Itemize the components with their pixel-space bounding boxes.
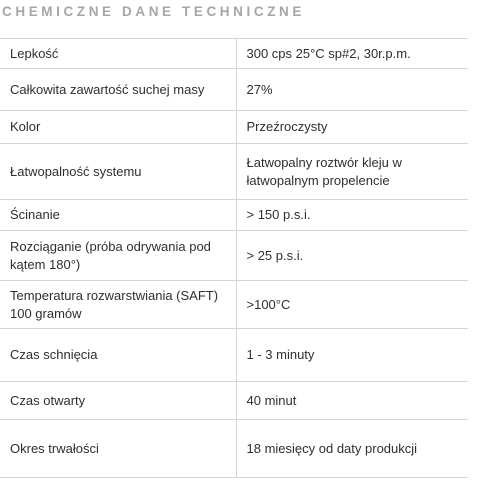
table-row — [0, 281, 468, 329]
row-value: >100°C — [236, 281, 468, 329]
row-value: > 25 p.s.i. — [236, 231, 468, 281]
row-label: Kolor — [0, 111, 236, 144]
row-value: 40 minut — [236, 382, 468, 420]
table-row — [0, 111, 468, 144]
section-title: CHEMICZNE DANE TECHNICZNE — [2, 4, 306, 19]
row-value: > 150 p.s.i. — [236, 200, 468, 231]
row-label: Łatwopalność systemu — [0, 144, 236, 200]
row-label: Lepkość — [0, 39, 236, 69]
table-row — [0, 231, 468, 281]
row-value: 18 miesięcy od daty produkcji — [236, 420, 468, 478]
technical-data-table — [0, 38, 468, 478]
row-label: Rozciąganie (próba odrywania pod kątem 180°) — [0, 231, 236, 281]
row-label: Ścinanie — [0, 200, 236, 231]
row-label: Temperatura rozwarstwiania (SAFT) 100 gramów — [0, 281, 236, 329]
row-label: Czas schnięcia — [0, 329, 236, 382]
row-value: Przeźroczysty — [236, 111, 468, 144]
table-row — [0, 144, 468, 200]
row-value: Łatwopalny roztwór kleju w łatwopalnym propelencie — [236, 144, 468, 200]
row-label: Całkowita zawartość suchej masy — [0, 69, 236, 111]
table-row — [0, 200, 468, 231]
row-label: Czas otwarty — [0, 382, 236, 420]
row-value: 300 cps 25°C sp#2, 30r.p.m. — [236, 39, 468, 69]
table-row — [0, 329, 468, 382]
table-row — [0, 420, 468, 478]
table-row — [0, 382, 468, 420]
table-row — [0, 69, 468, 111]
row-value: 27% — [236, 69, 468, 111]
row-value: 1 - 3 minuty — [236, 329, 468, 382]
row-label: Okres trwałości — [0, 420, 236, 478]
table-row — [0, 39, 468, 69]
